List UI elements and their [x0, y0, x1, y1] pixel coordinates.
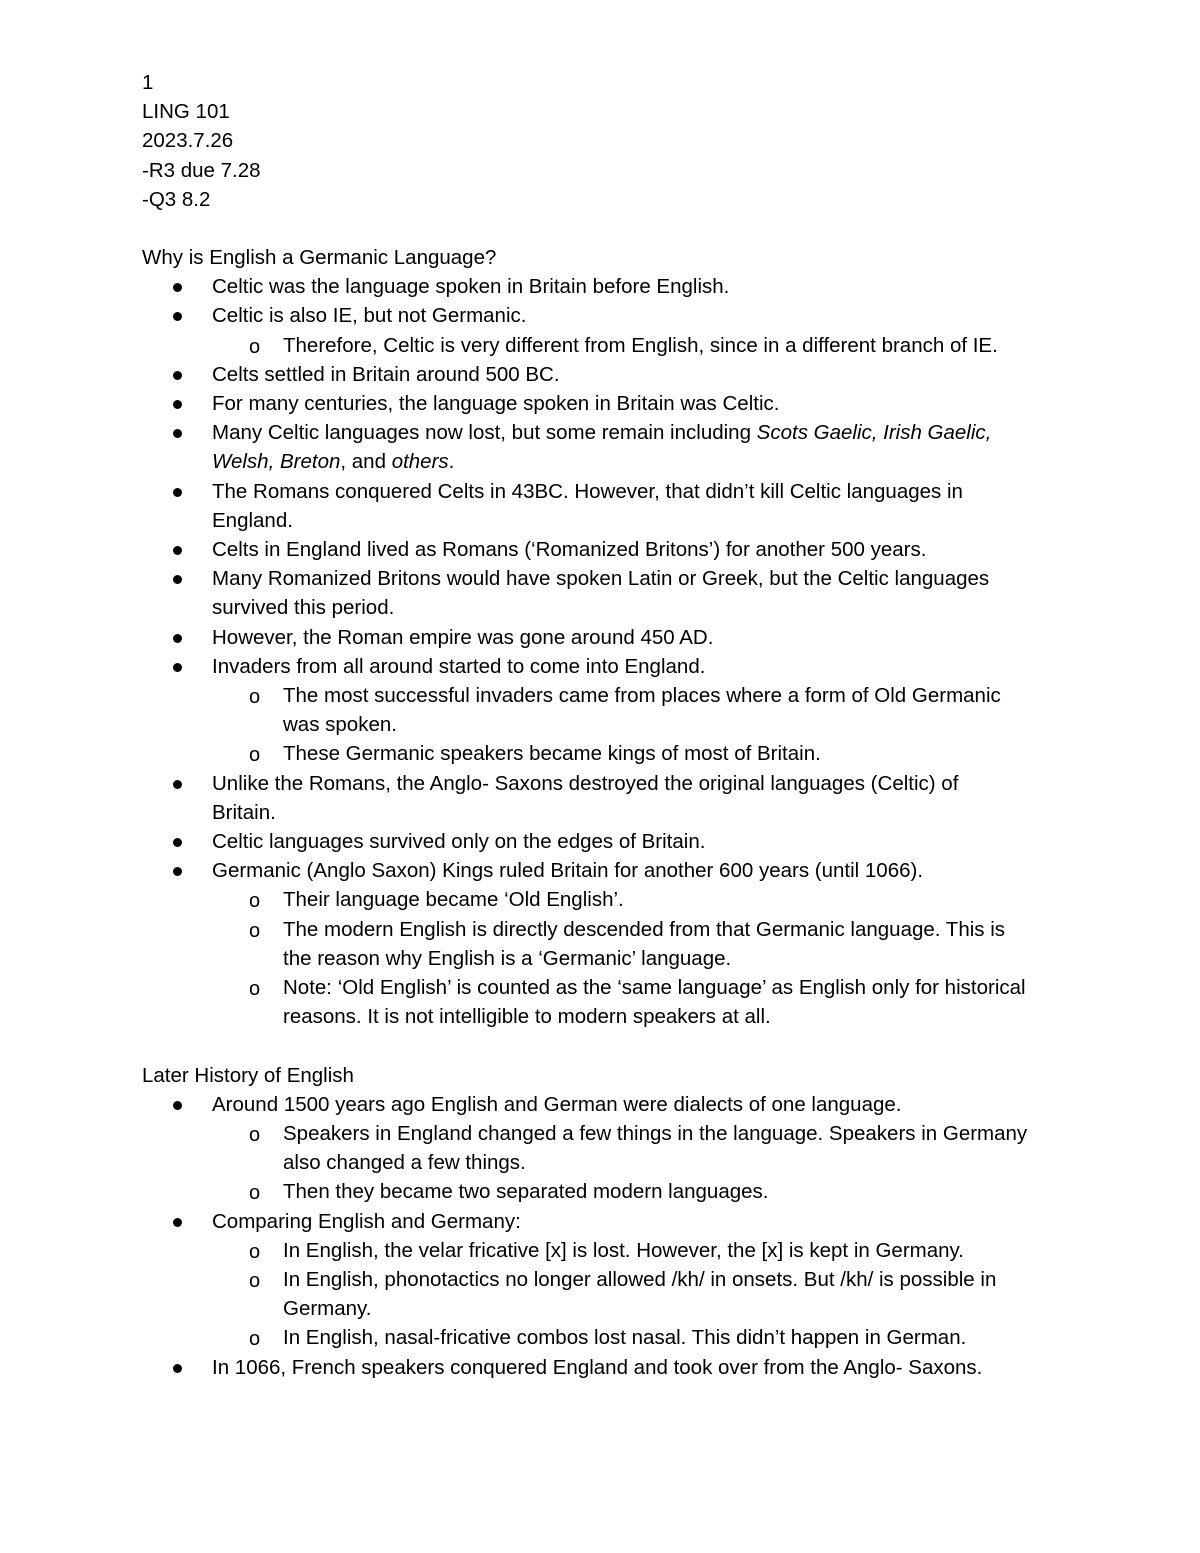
bullet-icon	[173, 575, 182, 584]
sub-bullet-icon: o	[249, 1123, 261, 1146]
sub-bullet-icon: o	[249, 919, 261, 942]
sub-list-item: o Therefore, Celtic is very different from English, since in a different branch of IE.	[249, 333, 998, 358]
bullet-icon	[173, 663, 182, 672]
document-page	[142, 68, 1072, 1382]
list-item: Celtic was the language spoken in Britain before English.	[142, 272, 1072, 301]
spacer	[142, 1032, 1072, 1061]
sub-list-item: o In English, the velar fricative [x] is lost. However, the [x] is kept in Germany.	[249, 1238, 964, 1263]
bullet-icon	[173, 488, 182, 497]
bullet-icon	[173, 867, 182, 876]
list-item: Around 1500 years ago English and German were dialects of one language.	[142, 1090, 1072, 1119]
list-item: For many centuries, the language spoken in Britain was Celtic.	[142, 389, 1072, 418]
bullet-icon	[173, 1364, 182, 1373]
bullet-icon	[173, 1218, 182, 1227]
list-item: The Romans conquered Celts in 43BC. However, that didn’t kill Celtic languages in England.	[142, 477, 1072, 535]
sub-bullet-icon: o	[249, 1182, 261, 1205]
sub-bullet-icon: o	[249, 978, 261, 1001]
section-title: Why is English a Germanic Language?	[142, 246, 497, 270]
bullet-icon	[173, 312, 182, 321]
list-item: Many Romanized Britons would have spoken Latin or Greek, but the Celtic languages survived this period.	[142, 564, 1072, 622]
sub-bullet-icon: o	[249, 1269, 261, 1292]
bullet-icon	[173, 429, 182, 438]
list-item: Celts in England lived as Romans (‘Romanized Britons’) for another 500 years.	[142, 535, 1072, 564]
bullet-icon	[173, 283, 182, 292]
sub-list-item: o In English, nasal-fricative combos lost nasal. This didn’t happen in German.	[249, 1326, 967, 1351]
bullet-icon	[173, 780, 182, 789]
bullet-icon	[173, 838, 182, 847]
section-title: Later History of English	[142, 1063, 354, 1087]
sub-bullet-icon: o	[249, 1240, 261, 1263]
sub-list-item: o Then they became two separated modern languages.	[249, 1180, 769, 1205]
sub-list-item: o The most successful invaders came from places where a form of Old Germanic was spoken.	[249, 684, 1001, 737]
sub-list-item: o These Germanic speakers became kings of most of Britain.	[249, 742, 821, 767]
bullet-icon	[173, 400, 182, 409]
list-item: In 1066, French speakers conquered England and took over from the Anglo- Saxons.	[142, 1353, 1072, 1382]
list-item: Comparing English and Germany:	[142, 1207, 1072, 1236]
sub-bullet-icon: o	[249, 686, 261, 709]
list-item: Celts settled in Britain around 500 BC.	[142, 360, 1072, 389]
bullet-icon	[173, 1101, 182, 1110]
sub-list-item: o Their language became ‘Old English’.	[249, 888, 624, 913]
list-item: Celtic is also IE, but not Germanic.	[142, 301, 1072, 330]
list-item: Invaders from all around started to come into England.	[142, 652, 1072, 681]
sub-bullet-icon: o	[249, 744, 261, 767]
list-item: Many Celtic languages now lost, but some remain including Scots Gaelic, Irish Gaelic, Welsh, Breton, and others.	[142, 418, 1072, 476]
sub-list-item: o The modern English is directly descended from that Germanic language. This is the reason why English is a ‘Germanic’ language.	[249, 917, 1006, 970]
due-note-r3: -R3 due 7.28	[142, 158, 261, 182]
page-number: 1	[142, 71, 154, 94]
bullet-icon	[173, 546, 182, 555]
list-item: Germanic (Anglo Saxon) Kings ruled Britain for another 600 years (until 1066).	[142, 856, 1072, 885]
sub-bullet-icon: o	[249, 335, 261, 358]
bullet-icon	[173, 371, 182, 380]
spacer	[142, 214, 1072, 243]
list-item: Unlike the Romans, the Anglo- Saxons destroyed the original languages (Celtic) of Britain.	[142, 769, 1072, 827]
due-note-q3: -Q3 8.2	[142, 187, 211, 211]
sub-bullet-icon: o	[249, 1328, 261, 1351]
sub-list-item: o Speakers in England changed a few things in the language. Speakers in Germany also changed a few things.	[249, 1121, 1028, 1175]
sub-list-item: o In English, phonotactics no longer allowed /kh/ in onsets. But /kh/ is possible in Germany.	[249, 1267, 997, 1321]
lecture-date: 2023.7.26	[142, 129, 234, 153]
course-title: LING 101	[142, 100, 230, 124]
sub-list-item: o Note: ‘Old English’ is counted as the ‘same language’ as English only for historical reasons. It is not intelligible to modern speakers at all.	[249, 976, 1026, 1029]
list-item: However, the Roman empire was gone around 450 AD.	[142, 623, 1072, 652]
sub-bullet-icon: o	[249, 890, 261, 913]
list-item: Celtic languages survived only on the edges of Britain.	[142, 827, 1072, 856]
bullet-icon	[173, 634, 182, 643]
